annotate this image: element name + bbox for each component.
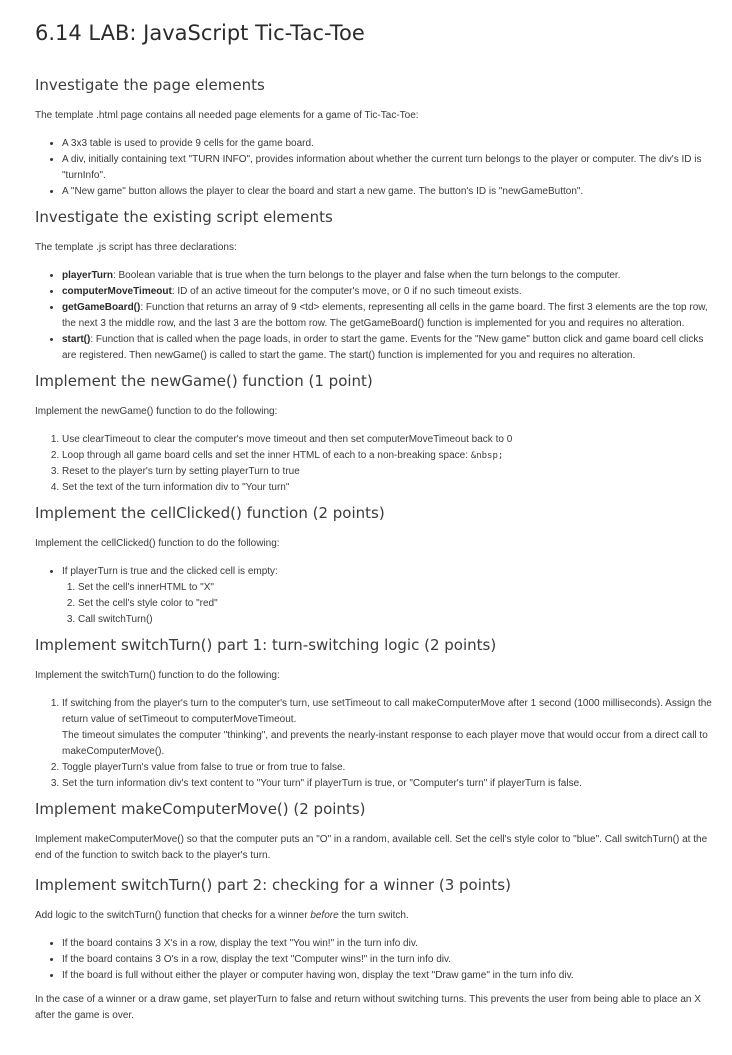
list-item: 2. Toggle playerTurn's value from false to true or from true to false. — [62, 760, 712, 776]
term-description: : Function that returns an array of 9 <td> elements, representing all cells in the game board. The first 3 elements are the top row, the next 3 the middle row, and the last 3 are the bottom row. The getGameBoard() function is implemented for you and requires no alteration. — [62, 302, 708, 329]
list-item: 1. Set the cell's innerHTML to "X" — [78, 580, 712, 596]
section-computer-move — [35, 800, 712, 864]
term: playerTurn — [62, 270, 113, 281]
list-item — [62, 448, 712, 464]
list-item: • If the board contains 3 O's in a row, display the text "Computer wins!" in the turn info div. — [62, 952, 712, 968]
list-item — [62, 564, 712, 628]
section-script-elements — [35, 208, 712, 364]
numbered-list — [35, 696, 712, 792]
item-text: If playerTurn is true and the clicked cell is empty: — [62, 566, 278, 577]
term-description: : ID of an active timeout for the computer's move, or 0 if no such timeout exists. — [171, 286, 522, 297]
section-heading: Implement makeComputerMove() (2 points) — [35, 800, 366, 818]
list-item: 2. Set the cell's style color to "red" — [78, 596, 712, 612]
list-item: • A div, initially containing text "TURN INFO", provides information about whether the current turn belongs to the player or computer. The div's ID is "turnInfo". — [62, 152, 712, 184]
section-switch-turn-1 — [35, 636, 712, 792]
section-intro: The template .html page contains all needed page elements for a game of Tic-Tac-Toe: — [35, 110, 419, 121]
section-intro: Implement the newGame() function to do the following: — [35, 406, 278, 417]
item-text: The timeout simulates the computer "thinking", and prevents the nearly-instant response to each player move that would occur from a direct call to makeComputerMove(). — [62, 730, 708, 757]
list-item — [62, 300, 712, 332]
emphasis-text: before — [310, 910, 339, 921]
section-intro — [35, 908, 712, 924]
bullet-list — [35, 136, 712, 200]
section-heading: Implement the cellClicked() function (2 points) — [35, 504, 385, 522]
list-item: • A 3x3 table is used to provide 9 cells for the game board. — [62, 136, 712, 152]
section-heading: Investigate the page elements — [35, 76, 265, 94]
list-item — [62, 332, 712, 364]
section-outro: In the case of a winner or a draw game, set playerTurn to false and return without switching turns. This prevents the user from being able to place an X after the game is over. — [35, 994, 701, 1021]
section-text: Implement makeComputerMove() so that the computer puts an "O" in a random, available cell. Set the cell's style color to "blue". Call switchTurn() at the end of the function to switch back to the player's turn. — [35, 834, 708, 861]
list-item: 1. Use clearTimeout to clear the computer's move timeout and then set computerMoveTimeout back to 0 — [62, 432, 712, 448]
list-item: • If the board contains 3 X's in a row, display the text "You win!" in the turn info div. — [62, 936, 712, 952]
intro-text: the turn switch. — [338, 910, 409, 921]
list-item: 3. Reset to the player's turn by setting playerTurn to true — [62, 464, 712, 480]
section-heading: Implement the newGame() function (1 point) — [35, 372, 373, 390]
list-item — [62, 284, 712, 300]
numbered-list — [35, 432, 712, 496]
bullet-list — [35, 564, 712, 628]
section-heading: Implement switchTurn() part 2: checking for a winner (3 points) — [35, 876, 511, 894]
list-item: • A "New game" button allows the player to clear the board and start a new game. The button's ID is "newGameButton". — [62, 184, 712, 200]
term: getGameBoard() — [62, 302, 141, 313]
section-intro: The template .js script has three declarations: — [35, 242, 237, 253]
section-heading: Investigate the existing script elements — [35, 208, 333, 226]
item-text: If switching from the player's turn to the computer's turn, use setTimeout to call makeComputerMove after 1 second (1000 milliseconds). Assign the return value of setTimeout to computerMoveTimeout. — [62, 698, 712, 725]
section-page-elements — [35, 76, 712, 200]
list-item: 4. Set the text of the turn information div to "Your turn" — [62, 480, 712, 496]
section-intro: Implement the switchTurn() function to do the following: — [35, 670, 280, 681]
section-switch-turn-2 — [35, 876, 712, 1024]
section-intro: Implement the cellClicked() function to do the following: — [35, 538, 280, 549]
list-item: • If the board is full without either the player or computer having won, display the text "Draw game" in the turn info div. — [62, 968, 712, 984]
term: computerMoveTimeout — [62, 286, 172, 297]
term-description: : Function that is called when the page loads, in order to start the game. Events for the "New game" button click and game board cell clicks are registered. Then newGame() is called to start the game. The start() function is implemented for you and requires no alteration. — [62, 334, 704, 361]
bullet-list — [35, 268, 712, 364]
intro-text: Add logic to the switchTurn() function that checks for a winner — [35, 910, 311, 921]
term-description: : Boolean variable that is true when the turn belongs to the player and false when the turn belongs to the computer. — [112, 270, 621, 281]
bullet-list — [35, 936, 712, 984]
item-text: Loop through all game board cells and set the inner HTML of each to a non-breaking space: — [62, 450, 471, 461]
list-item: 3. Set the turn information div's text content to "Your turn" if playerTurn is true, or "Computer's turn" if playerTurn is false. — [62, 776, 712, 792]
section-heading: Implement switchTurn() part 1: turn-switching logic (2 points) — [35, 636, 497, 654]
code-snippet: &nbsp; — [470, 451, 504, 461]
list-item: 3. Call switchTurn() — [78, 612, 712, 628]
list-item — [62, 696, 712, 760]
term: start() — [62, 334, 91, 345]
section-new-game — [35, 372, 712, 496]
numbered-sublist — [62, 580, 712, 628]
page-title: 6.14 LAB: JavaScript Tic-Tac-Toe — [35, 21, 365, 45]
list-item — [62, 268, 712, 284]
section-cell-clicked — [35, 504, 712, 628]
